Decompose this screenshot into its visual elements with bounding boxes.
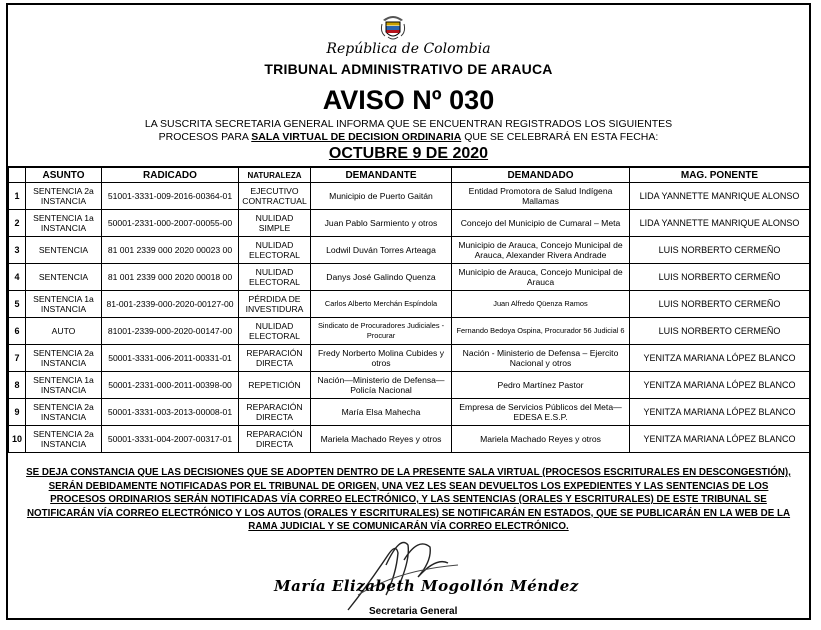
cell-naturaleza: NULIDAD SIMPLE [239, 210, 311, 237]
cell-num: 6 [9, 318, 26, 345]
cell-radicado: 81001-2339-000-2020-00147-00 [102, 318, 239, 345]
cell-naturaleza: REPETICIÓN [239, 372, 311, 399]
col-header-demandado: DEMANDADO [452, 167, 630, 183]
cell-ponente: YENITZA MARIANA LÓPEZ BLANCO [630, 426, 810, 453]
cell-num: 2 [9, 210, 26, 237]
cell-asunto: SENTENCIA 2a INSTANCIA [26, 426, 102, 453]
cell-num: 10 [9, 426, 26, 453]
cell-demandado: Entidad Promotora de Salud Indígena Mallamas [452, 183, 630, 210]
cell-demandante: Sindicato de Procuradores Judiciales - Procurar [311, 318, 452, 345]
cell-naturaleza: NULIDAD ELECTORAL [239, 237, 311, 264]
cell-radicado: 51001-3331-009-2016-00364-01 [102, 183, 239, 210]
cell-asunto: SENTENCIA 2a INSTANCIA [26, 345, 102, 372]
cell-demandante: Mariela Machado Reyes y otros [311, 426, 452, 453]
cell-ponente: LUIS NORBERTO CERMEÑO [630, 264, 810, 291]
cell-demandante: Carlos Alberto Merchán Espíndola [311, 291, 452, 318]
cell-radicado: 81 001 2339 000 2020 00023 00 [102, 237, 239, 264]
colombia-coat-of-arms-icon [379, 12, 407, 42]
cell-naturaleza: PÉRDIDA DE INVESTIDURA [239, 291, 311, 318]
handwritten-signature-icon [338, 525, 478, 615]
table-row [9, 183, 810, 210]
cell-num: 7 [9, 345, 26, 372]
notice-paragraph: SE DEJA CONSTANCIA QUE LAS DECISIONES QUE SE ADOPTEN DENTRO DE LA PRESENTE SALA VIRTUAL (PROCESOS ESCRITURALES EN DESCONGESTIÓN), SERÁN DEBIDAMENTE NOTIFICADAS POR EL TRIBUNAL DE ORIGEN, UNA VEZ LES SEAN DEVUELTOS LOS EXPEDIENTES Y LAS SENTENCIAS DE LOS PROCESOS ORDINARIOS SERÁN NOTIFICADAS VÍA CORREO ELECTRÓNICO, Y LAS SENTENCIAS (ORALES Y ESCRITURALES) DE ESTE TRIBUNAL SE NOTIFICARÁN VÍA CORREO ELECTRÓNICO Y LOS AUTOS (ORALES Y ESCRITURALES) SE NOTIFICARÁN EN ESTADOS, QUE SE PUBLICARÁN EN LA WEB DE LA RAMA JUDICIAL Y SE COMUNICARÁN VÍA CORREO ELECTRÓNICO. [26, 467, 791, 532]
cell-num: 8 [9, 372, 26, 399]
cell-demandado: Municipio de Arauca, Concejo Municipal de Arauca [452, 264, 630, 291]
table-header-row [9, 167, 810, 183]
cell-demandado: Pedro Martínez Pastor [452, 372, 630, 399]
table-row [9, 426, 810, 453]
col-header-asunto: ASUNTO [26, 167, 102, 183]
cell-asunto: SENTENCIA 1a INSTANCIA [26, 372, 102, 399]
cell-naturaleza: REPARACIÓN DIRECTA [239, 399, 311, 426]
cell-ponente: LUIS NORBERTO CERMEÑO [630, 318, 810, 345]
cell-radicado: 81 001 2339 000 2020 00018 00 [102, 264, 239, 291]
intro-line-2-post: QUE SE CELEBRARÁ EN ESTA FECHA: [461, 131, 659, 143]
cell-asunto: SENTENCIA [26, 237, 102, 264]
cell-ponente: YENITZA MARIANA LÓPEZ BLANCO [630, 372, 810, 399]
col-header-radicado: RADICADO [102, 167, 239, 183]
cell-demandante: Fredy Norberto Molina Cubides y otros [311, 345, 452, 372]
aviso-number: AVISO Nº 030 [322, 85, 495, 115]
document-frame [6, 3, 811, 620]
cell-asunto: SENTENCIA 2a INSTANCIA [26, 183, 102, 210]
cell-demandante: Municipio de Puerto Gaitán [311, 183, 452, 210]
table-row [9, 264, 810, 291]
cell-asunto: SENTENCIA 1a INSTANCIA [26, 291, 102, 318]
sala-virtual-label: SALA VIRTUAL DE DECISION ORDINARIA [251, 131, 462, 143]
session-date: OCTUBRE 9 DE 2020 [328, 145, 489, 162]
cell-demandado: Fernando Bedoya Ospina, Procurador 56 Judicial 6 [452, 318, 630, 345]
cell-demandante: Juan Pablo Sarmiento y otros [311, 210, 452, 237]
table-row [9, 399, 810, 426]
cell-naturaleza: NULIDAD ELECTORAL [239, 264, 311, 291]
cell-radicado: 50001-2331-000-2007-00055-00 [102, 210, 239, 237]
cell-ponente: LUIS NORBERTO CERMEÑO [630, 291, 810, 318]
cell-demandado: Empresa de Servicios Públicos del Meta—EDESA E.S.P. [452, 399, 630, 426]
cell-demandante: Danys José Galindo Quenza [311, 264, 452, 291]
cell-demandante: Lodwil Duván Torres Arteaga [311, 237, 452, 264]
table-row [9, 237, 810, 264]
cell-naturaleza: REPARACIÓN DIRECTA [239, 345, 311, 372]
cell-radicado: 50001-3331-004-2007-00317-01 [102, 426, 239, 453]
intro-line-2-pre: PROCESOS PARA [158, 131, 249, 143]
cell-radicado: 50001-3331-003-2013-00008-01 [102, 399, 239, 426]
cell-demandado: Juan Alfredo Qüenza Ramos [452, 291, 630, 318]
col-header-naturaleza: NATURALEZA [239, 167, 311, 183]
cell-naturaleza: REPARACIÓN DIRECTA [239, 426, 311, 453]
intro-line-2 [8, 131, 809, 143]
cell-demandado: Nación - Ministerio de Defensa – Ejercito Nacional y otros [452, 345, 630, 372]
cell-demandante: María Elsa Mahecha [311, 399, 452, 426]
cell-naturaleza: NULIDAD ELECTORAL [239, 318, 311, 345]
cell-asunto: AUTO [26, 318, 102, 345]
col-header-demandante: DEMANDANTE [311, 167, 452, 183]
col-header-ponente: MAG. PONENTE [630, 167, 810, 183]
cell-ponente: YENITZA MARIANA LÓPEZ BLANCO [630, 345, 810, 372]
cell-ponente: LIDA YANNETTE MANRIQUE ALONSO [630, 183, 810, 210]
cell-demandante: Nación—Ministerio de Defensa—Policía Nacional [311, 372, 452, 399]
tribunal-name: TRIBUNAL ADMINISTRATIVO DE ARAUCA [264, 61, 553, 77]
table-row [9, 291, 810, 318]
cell-demandado: Municipio de Arauca, Concejo Municipal de Arauca, Alexander Rivera Andrade [452, 237, 630, 264]
cell-num: 5 [9, 291, 26, 318]
cell-num: 4 [9, 264, 26, 291]
cell-radicado: 50001-3331-006-2011-00331-01 [102, 345, 239, 372]
cell-naturaleza: EJECUTIVO CONTRACTUAL [239, 183, 311, 210]
cell-asunto: SENTENCIA 2a INSTANCIA [26, 399, 102, 426]
cell-ponente: YENITZA MARIANA LÓPEZ BLANCO [630, 399, 810, 426]
cell-ponente: LIDA YANNETTE MANRIQUE ALONSO [630, 210, 810, 237]
col-header-num [9, 167, 26, 183]
table-row [9, 345, 810, 372]
cell-radicado: 50001-2331-000-2011-00398-00 [102, 372, 239, 399]
cell-demandado: Mariela Machado Reyes y otros [452, 426, 630, 453]
table-row [9, 318, 810, 345]
cell-asunto: SENTENCIA [26, 264, 102, 291]
intro-line-1: LA SUSCRITA SECRETARIA GENERAL INFORMA QUE SE ENCUENTRAN REGISTRADOS LOS SIGUIENTES [144, 118, 673, 130]
cell-num: 3 [9, 237, 26, 264]
cell-num: 9 [9, 399, 26, 426]
signer-role: Secretaria General [369, 606, 458, 617]
cell-asunto: SENTENCIA 1a INSTANCIA [26, 210, 102, 237]
cell-demandado: Concejo del Municipio de Cumaral – Meta [452, 210, 630, 237]
cell-radicado: 81-001-2339-000-2020-00127-00 [102, 291, 239, 318]
cell-ponente: LUIS NORBERTO CERMEÑO [630, 237, 810, 264]
table-row [9, 210, 810, 237]
cell-num: 1 [9, 183, 26, 210]
cases-table [8, 166, 810, 453]
republica-title: República de Colombia [326, 41, 491, 57]
signer-name: María Elizabeth Mogollón Méndez [274, 577, 579, 595]
table-row [9, 372, 810, 399]
